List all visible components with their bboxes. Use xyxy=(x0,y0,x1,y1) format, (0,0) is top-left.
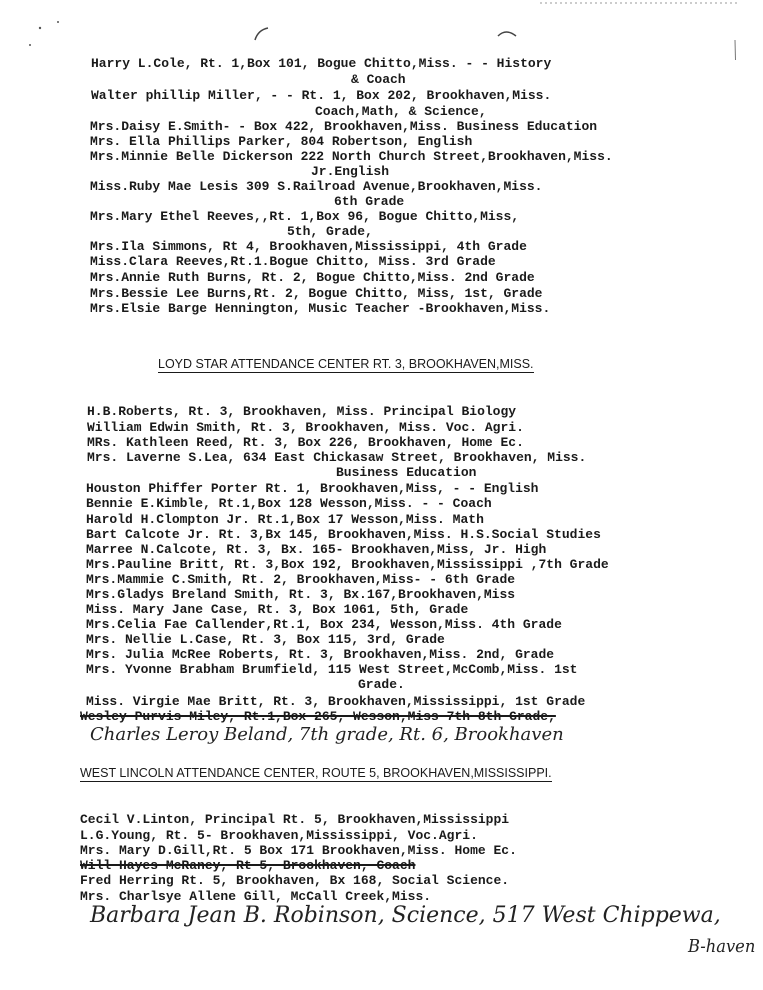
staff-entry: Mrs.Minnie Belle Dickerson 222 North Church Street,Brookhaven,Miss. xyxy=(90,149,613,164)
staff-entry: Mrs.Pauline Britt, Rt. 3,Box 192, Brookhaven,Mississippi ,7th Grade xyxy=(86,557,609,572)
staff-entry-cont: Business Education xyxy=(336,465,477,480)
section-heading: LOYD STAR ATTENDANCE CENTER RT. 3, BROOKHAVEN,MISS. xyxy=(158,357,534,371)
staff-entry: Fred Herring Rt. 5, Brookhaven, Bx 168, Social Science. xyxy=(80,873,510,888)
staff-entry: Mrs. Julia McRee Roberts, Rt. 3, Brookhaven,Miss. 2nd, Grade xyxy=(86,647,555,662)
staff-entry: Mrs.Elsie Barge Hennington, Music Teacher -Brookhaven,Miss. xyxy=(90,301,551,316)
staff-entry: Mrs. Mary D.Gill,Rt. 5 Box 171 Brookhaven,Miss. Home Ec. xyxy=(80,843,517,858)
section-heading: WEST LINCOLN ATTENDANCE CENTER, ROUTE 5, BROOKHAVEN,MISSISSIPPI. xyxy=(80,766,552,780)
staff-entry: Mrs. Nellie L.Case, Rt. 3, Box 115, 3rd, Grade xyxy=(86,632,445,647)
staff-entry: Mrs.Mary Ethel Reeves,,Rt. 1,Box 96, Bogue Chitto,Miss, xyxy=(90,209,520,224)
staff-entry: Harold H.Clompton Jr. Rt.1,Box 17 Wesson,Miss. Math xyxy=(86,512,484,527)
staff-entry: Mrs. Yvonne Brabham Brumfield, 115 West Street,McComb,Miss. 1st xyxy=(86,662,578,677)
staff-entry: Mrs.Ila Simmons, Rt 4, Brookhaven,Mississippi, 4th Grade xyxy=(90,239,527,254)
staff-entry: Walter phillip Miller, - - Rt. 1, Box 202, Brookhaven,Miss. xyxy=(91,88,552,103)
staff-entry-cont: Coach,Math, & Science, xyxy=(315,104,487,119)
struck-staff-entry: Wesley Purvis Miley, Rt.1,Box 265, Wesson,Miss 7th 8th Grade, xyxy=(80,709,556,724)
struck-staff-entry: Will Hayes McRaney, Rt 5, Brookhaven, Coach xyxy=(80,858,416,873)
staff-entry: Mrs.Celia Fae Callender,Rt.1, Box 234, Wesson,Miss. 4th Grade xyxy=(86,617,562,632)
staff-entry-cont: Jr.English xyxy=(311,164,390,179)
staff-entry: Miss.Ruby Mae Lesis 309 S.Railroad Avenue,Brookhaven,Miss. xyxy=(90,179,543,194)
handwritten-entry: Barbara Jean B. Robinson, Science, 517 West Chippewa, xyxy=(90,903,721,928)
staff-entry: Marree N.Calcote, Rt. 3, Bx. 165- Brookhaven,Miss, Jr. High xyxy=(86,542,547,557)
staff-entry: Houston Phiffer Porter Rt. 1, Brookhaven,Miss, - - English xyxy=(86,481,539,496)
staff-entry: H.B.Roberts, Rt. 3, Brookhaven, Miss. Principal Biology xyxy=(87,404,517,419)
staff-entry: Mrs.Mammie C.Smith, Rt. 2, Brookhaven,Miss- - 6th Grade xyxy=(86,572,516,587)
staff-entry: Miss.Clara Reeves,Rt.1.Bogue Chitto, Miss. 3rd Grade xyxy=(90,254,496,269)
staff-entry: Harry L.Cole, Rt. 1,Box 101, Bogue Chitto,Miss. - - History xyxy=(91,56,552,71)
staff-entry: Mrs.Gladys Breland Smith, Rt. 3, Bx.167,Brookhaven,Miss xyxy=(86,587,516,602)
staff-entry-cont: Grade. xyxy=(358,677,405,692)
staff-entry: Miss. Virgie Mae Britt, Rt. 3, Brookhaven,Mississippi, 1st Grade xyxy=(86,694,586,709)
staff-entry: MRs. Kathleen Reed, Rt. 3, Box 226, Brookhaven, Home Ec. xyxy=(87,435,524,450)
staff-entry: Mrs. Laverne S.Lea, 634 East Chickasaw Street, Brookhaven, Miss. xyxy=(87,450,587,465)
staff-entry-cont: & Coach xyxy=(351,72,406,87)
staff-entry: Mrs. Charlsye Allene Gill, McCall Creek,Miss. xyxy=(80,889,432,904)
staff-entry-cont: 6th Grade xyxy=(334,194,405,209)
staff-entry: Cecil V.Linton, Principal Rt. 5, Brookhaven,Mississippi xyxy=(80,812,510,827)
staff-entry: Mrs.Daisy E.Smith- - Box 422, Brookhaven,Miss. Business Education xyxy=(90,119,598,134)
staff-entry: Mrs.Annie Ruth Burns, Rt. 2, Bogue Chitto,Miss. 2nd Grade xyxy=(90,270,535,285)
staff-entry: L.G.Young, Rt. 5- Brookhaven,Mississippi, Voc.Agri. xyxy=(80,828,478,843)
scan-marks xyxy=(0,0,763,60)
staff-entry-cont: 5th, Grade, xyxy=(287,224,373,239)
staff-entry: Mrs. Ella Phillips Parker, 804 Robertson, English xyxy=(90,134,473,149)
handwritten-entry-cont: B-haven xyxy=(688,936,756,957)
staff-entry: Miss. Mary Jane Case, Rt. 3, Box 1061, 5th, Grade xyxy=(86,602,469,617)
staff-entry: Mrs.Bessie Lee Burns,Rt. 2, Bogue Chitto, Miss, 1st, Grade xyxy=(90,286,543,301)
staff-entry: Bennie E.Kimble, Rt.1,Box 128 Wesson,Miss. - - Coach xyxy=(86,496,492,511)
handwritten-entry: Charles Leroy Beland, 7th grade, Rt. 6, Brookhaven xyxy=(90,724,564,745)
staff-entry: William Edwin Smith, Rt. 3, Brookhaven, Miss. Voc. Agri. xyxy=(87,420,524,435)
staff-entry: Bart Calcote Jr. Rt. 3,Bx 145, Brookhaven,Miss. H.S.Social Studies xyxy=(86,527,601,542)
